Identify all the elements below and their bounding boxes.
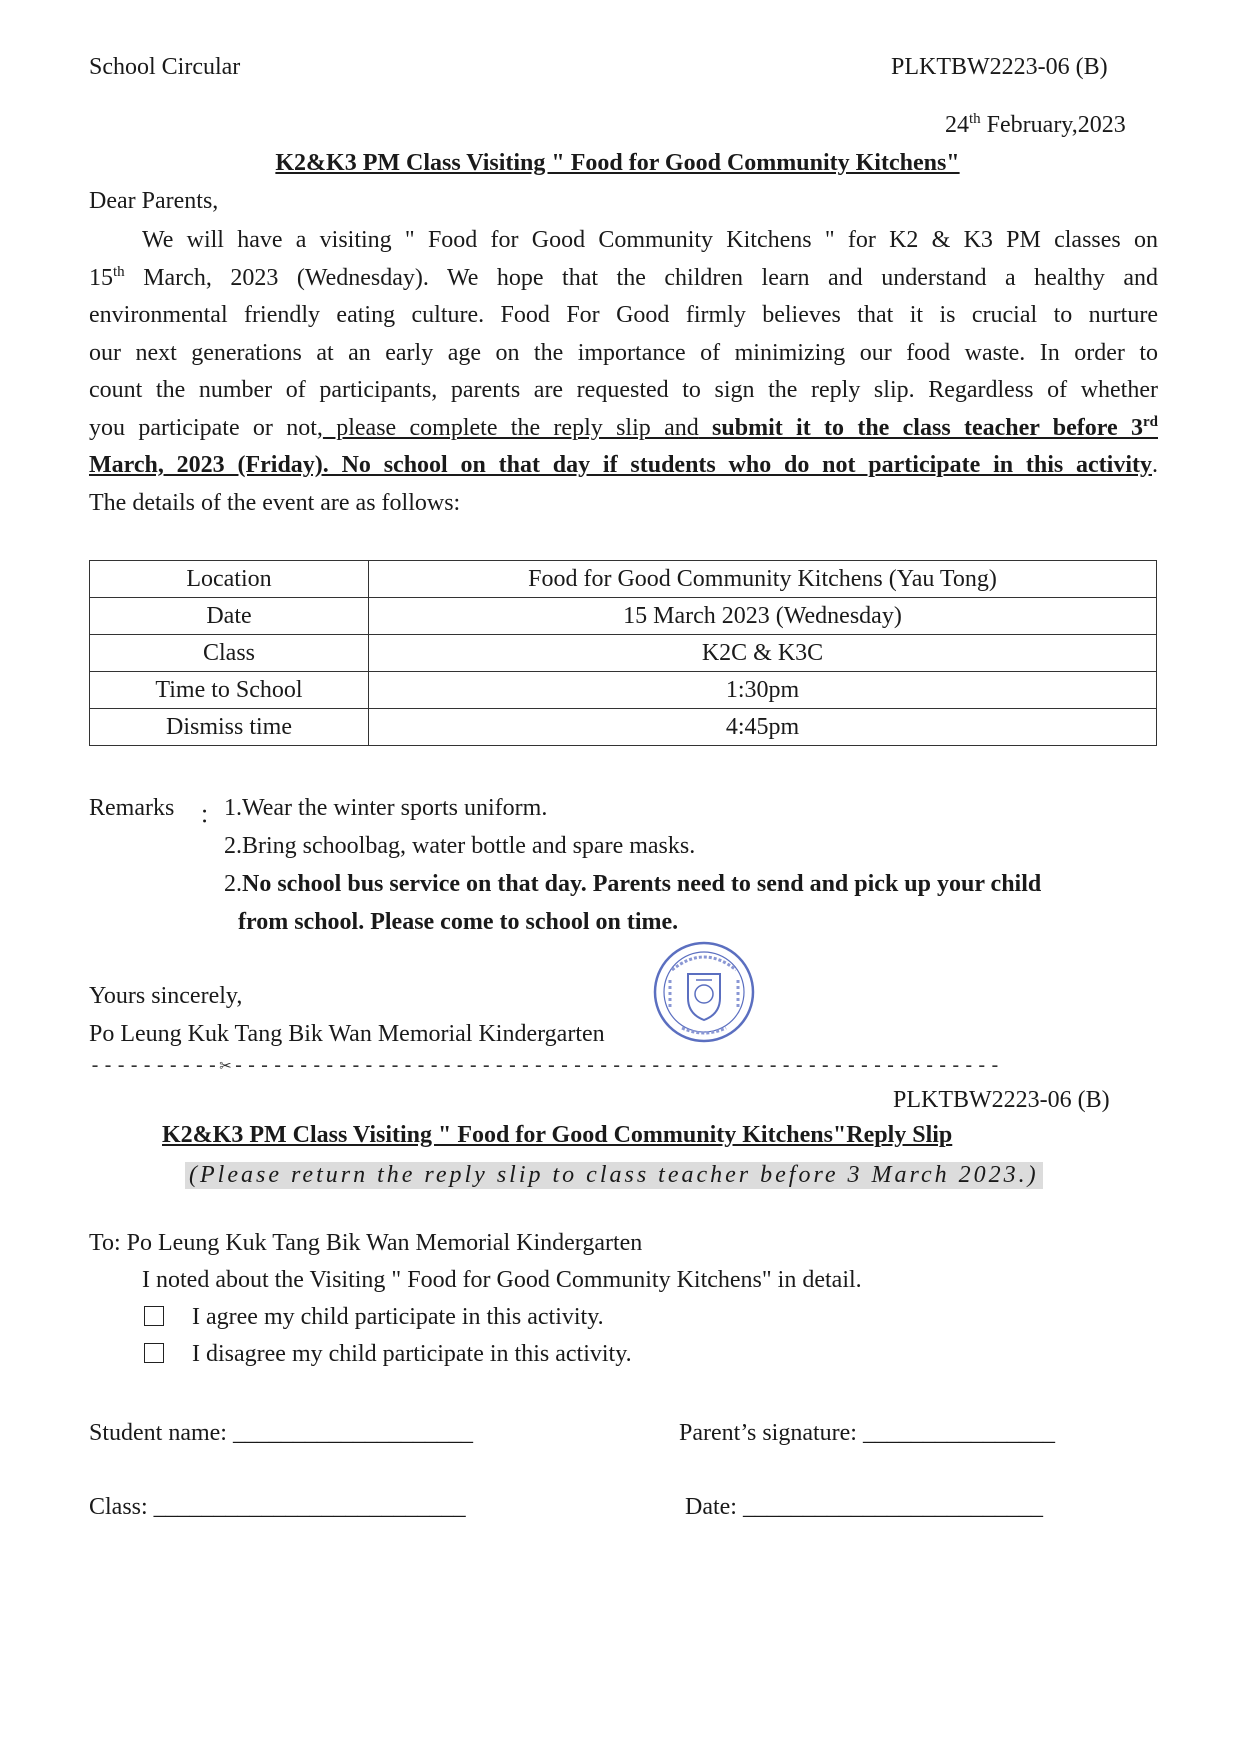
remark-item-bold-cont: from school. Please come to school on time. [238, 909, 679, 935]
circular-title: K2&K3 PM Class Visiting " Food for Good Community Kitchens" [275, 150, 960, 176]
slip-noted: I noted about the Visiting " Food for Good Community Kitchens" in detail. [142, 1267, 862, 1293]
details-row [90, 672, 1157, 709]
agree-checkbox[interactable] [144, 1306, 164, 1326]
slip-to: To: Po Leung Kuk Tang Bik Wan Memorial Kindergarten [89, 1230, 643, 1256]
disagree-label: I disagree my child participate in this activity. [192, 1341, 632, 1367]
details-row [90, 561, 1157, 598]
details-value: Food for Good Community Kitchens (Yau Tong) [369, 561, 1157, 598]
body-paragraph [89, 222, 1158, 522]
salutation: Dear Parents, [89, 188, 219, 214]
date-field[interactable]: Date: _________________________ [685, 1494, 1043, 1520]
body-line: We will have a visiting " Food for Good Community Kitchens " for K2 & K3 PM classes on [142, 227, 1158, 253]
details-value: 15 March 2023 (Wednesday) [369, 598, 1157, 635]
closing-school-name: Po Leung Kuk Tang Bik Wan Memorial Kindergarten [89, 1021, 605, 1047]
cut-line-scissors: ----------✂----------------------------------------------------------- [89, 1053, 1002, 1077]
circular-date: 24th February,2023 [945, 111, 1126, 138]
agree-option[interactable] [144, 1304, 604, 1331]
class-field[interactable]: Class: __________________________ [89, 1494, 466, 1520]
school-seal-stamp [652, 940, 756, 1044]
slip-title: K2&K3 PM Class Visiting " Food for Good Community Kitchens"Reply Slip [162, 1122, 953, 1148]
details-label: Class [90, 635, 369, 672]
remark-item: 1.Wear the winter sports uniform. [224, 795, 548, 821]
details-label: Location [90, 561, 369, 598]
body-line: 15th March, 2023 (Wednesday). We hope that the children learn and understand a healthy and [89, 263, 1158, 291]
slip-return-note: (Please return the reply slip to class teacher before 3 March 2023.) [185, 1162, 1043, 1189]
deadline-text: submit it to the class teacher before 3rd [698, 413, 1158, 441]
details-row [90, 709, 1157, 746]
body-line: our next generations at an early age on the importance of minimizing our food waste. In order to [89, 339, 1158, 366]
details-value: K2C & K3C [369, 635, 1157, 672]
slip-ref: PLKTBW2223-06 (B) [893, 1087, 1110, 1113]
body-line: you participate or not, please complete the reply slip and submit it to the class teacher before 3rd [89, 413, 1158, 441]
details-label: Date [90, 598, 369, 635]
event-details-table [89, 560, 1157, 746]
body-line: March, 2023 (Friday). No school on that day if students who do not participate in this activity. [89, 452, 1158, 478]
details-row [90, 635, 1157, 672]
body-line: The details of the event are as follows: [89, 489, 461, 516]
parent-signature-field[interactable]: Parent’s signature: ________________ [679, 1420, 1055, 1446]
remark-item-bold: 2.No school bus service on that day. Parents need to send and pick up your child [224, 871, 1042, 897]
student-name-field[interactable]: Student name: ____________________ [89, 1420, 473, 1446]
details-value: 1:30pm [369, 672, 1157, 709]
remarks-label: Remarks [89, 795, 175, 821]
details-label: Dismiss time [90, 709, 369, 746]
disagree-checkbox[interactable] [144, 1343, 164, 1363]
details-value: 4:45pm [369, 709, 1157, 746]
circular-label: School Circular [89, 54, 241, 80]
closing-yours: Yours sincerely, [89, 983, 243, 1009]
remarks-colon: ： [199, 803, 223, 829]
disagree-option[interactable] [144, 1341, 632, 1368]
circular-ref: PLKTBW2223-06 (B) [891, 54, 1108, 80]
details-row [90, 598, 1157, 635]
body-line: environmental friendly eating culture. Food For Good firmly believes that it is crucial to nurture [89, 302, 1158, 328]
remark-item: 2.Bring schoolbag, water bottle and spare masks. [224, 833, 696, 859]
no-school-notice: March, 2023 (Friday). No school on that day if students who do not participate in this activity [89, 452, 1152, 478]
agree-label: I agree my child participate in this activity. [192, 1304, 604, 1330]
details-label: Time to School [90, 672, 369, 709]
body-line: count the number of participants, parents are requested to sign the reply slip. Regardless of whether [89, 377, 1158, 403]
